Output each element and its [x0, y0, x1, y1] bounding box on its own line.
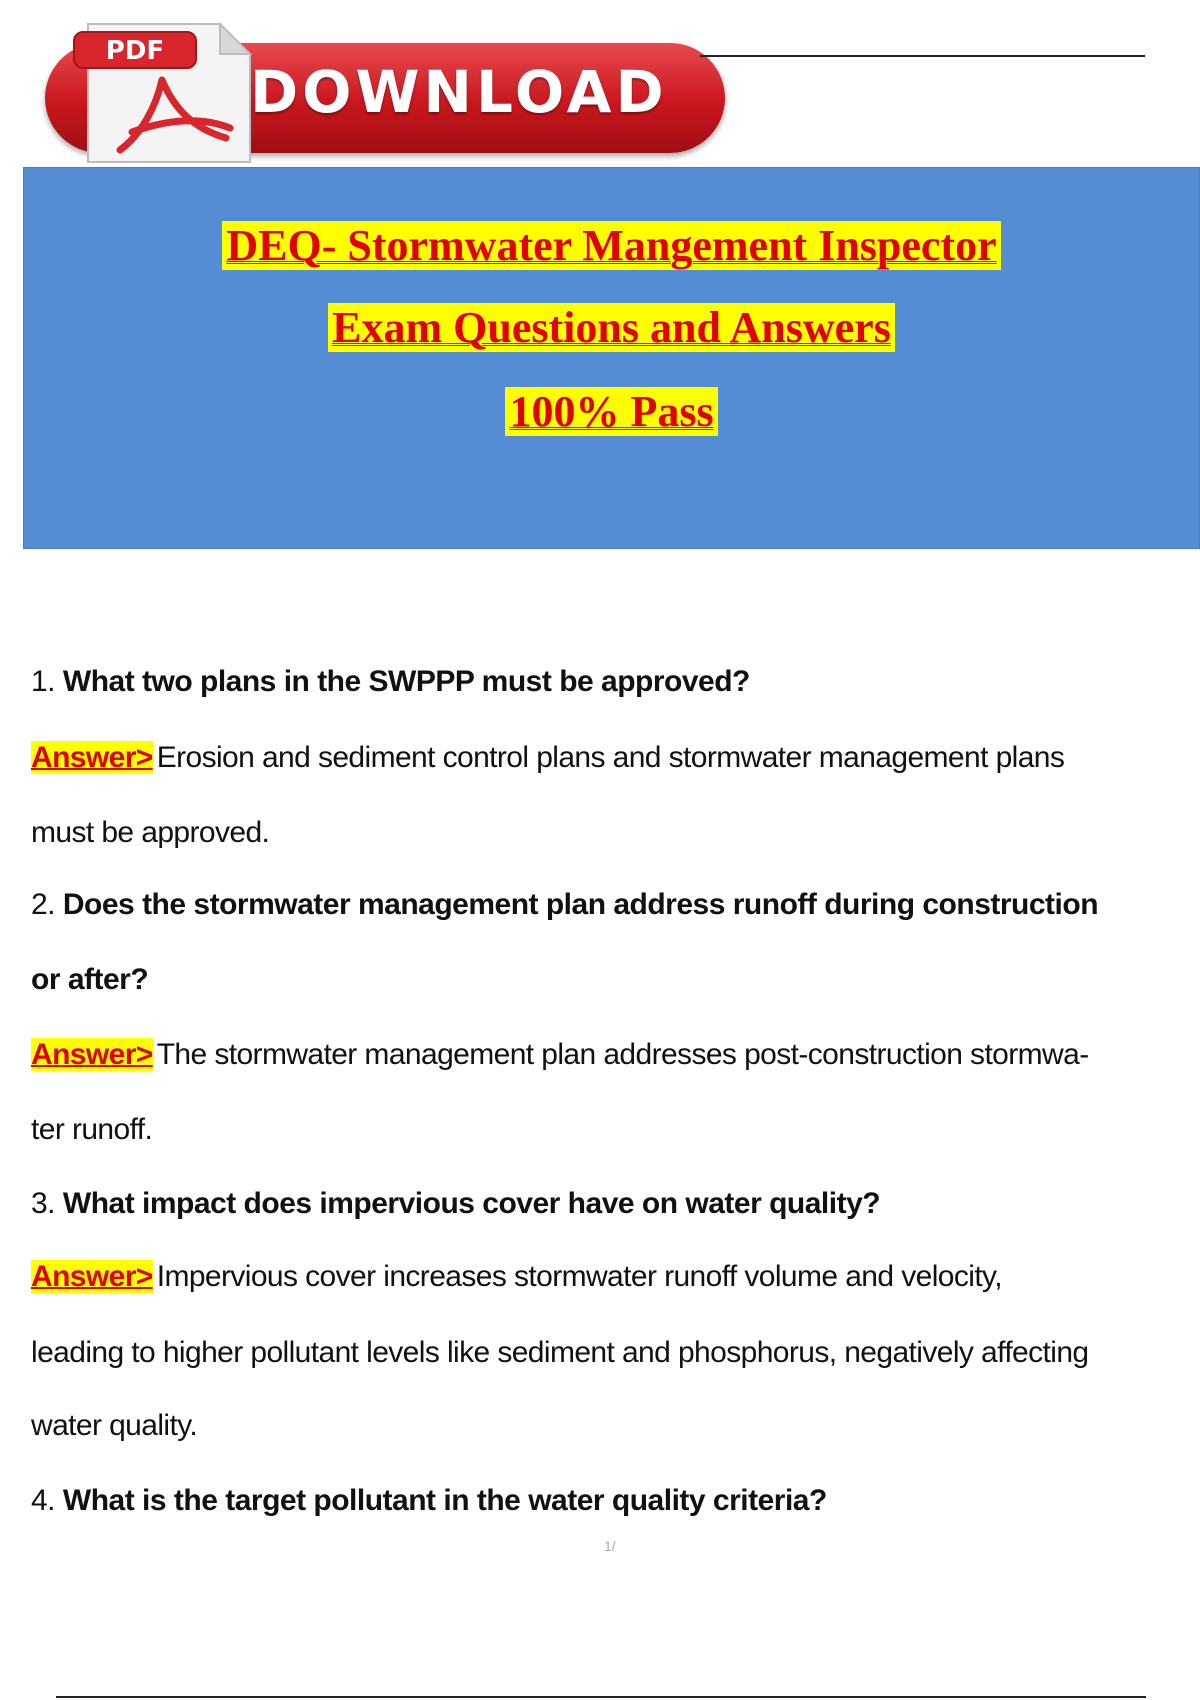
- header-rule: [700, 55, 1145, 57]
- download-label: DOWNLOAD: [250, 58, 668, 126]
- question-2-cont: or after?: [31, 963, 149, 996]
- question-2: 2. Does the stormwater management plan address runoff during construction: [31, 888, 1099, 921]
- answer-1-cont: must be approved.: [31, 816, 270, 849]
- answer-1: Answer> Erosion and sediment control plans and stormwater management plans: [31, 741, 1065, 774]
- title-line-1: DEQ- Stormwater Mangement Inspector: [24, 220, 1199, 271]
- answer-3-cont: leading to higher pollutant levels like sediment and phosphorus, negatively affecting: [31, 1336, 1089, 1369]
- answer-label: Answer>: [31, 1260, 153, 1293]
- page-number: 1/: [604, 1538, 616, 1554]
- pdf-document-icon: [70, 10, 270, 170]
- answer-2: Answer> The stormwater management plan addresses post-construction stormwa-: [31, 1038, 1089, 1071]
- footer-rule: [56, 1696, 1146, 1698]
- answer-3: Answer> Impervious cover increases stormwater runoff volume and velocity,: [31, 1260, 1002, 1293]
- answer-3-cont-2: water quality.: [31, 1409, 198, 1442]
- question-3: 3. What impact does impervious cover have on water quality?: [31, 1187, 881, 1220]
- title-line-3: 100% Pass: [24, 386, 1199, 437]
- answer-2-cont: ter runoff.: [31, 1113, 153, 1146]
- pdf-download-badge[interactable]: [40, 8, 740, 168]
- question-4: 4. What is the target pollutant in the water quality criteria?: [31, 1484, 827, 1517]
- svg-text:PDF: PDF: [105, 36, 165, 66]
- answer-label: Answer>: [31, 741, 153, 774]
- title-line-2: Exam Questions and Answers: [24, 302, 1199, 353]
- question-1: 1. What two plans in the SWPPP must be approved?: [31, 665, 750, 698]
- answer-label: Answer>: [31, 1038, 153, 1071]
- title-banner: [23, 167, 1200, 549]
